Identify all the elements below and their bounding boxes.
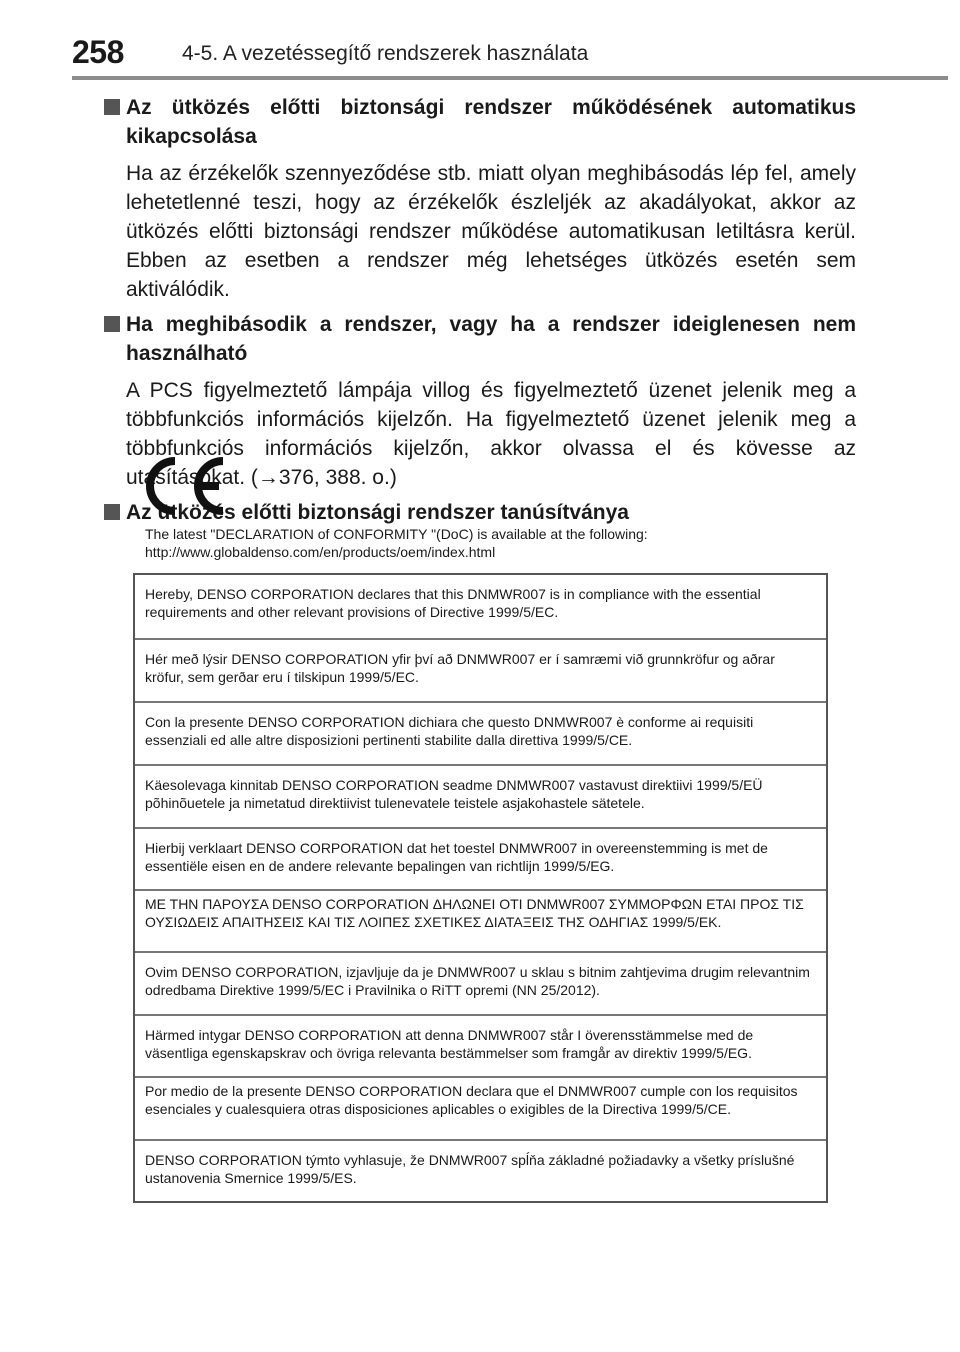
section-body: Ha az érzékelők szennyeződése stb. miatt olyan meghibásodás lép fel, amely lehetetlenné teszi, hogy az érzékelők észleljék az akadályokat, akkor az ütközés előtti biztonsági rendszer működése automatikusan letiltásra kerül. Ebben az esetben a rendszer még lehetséges ütközés esetén sem aktiválódik. <box>126 162 856 301</box>
declaration-icelandic: Hér með lýsir DENSO CORPORATION yfir því að DNMWR007 er í samræmi við grunnkröfur og aðrar kröfur, sem gerðar eru í tilskipun 1999/5/EC. <box>135 638 826 701</box>
declaration-english: Hereby, DENSO CORPORATION declares that this DNMWR007 is in compliance with the essential requirements and other relevant provisions of Directive 1999/5/EC. <box>145 586 761 620</box>
declaration-greek: ΜΕ ΤΗΝ ΠΑΡΟΥΣΑ DENSO CORPORATION ΔΗΛΩΝΕΙ ΟΤΙ DNMWR007 ΣΥΜΜΟΡΦΩΝ ΕΤΑΙ ΠΡΟΣ ΤΙΣ ΟΥΣΙΩΔΕΙΣ ΑΠΑΙΤΗΣΕΙΣ ΚΑΙ ΤΙΣ ΛΟΙΠΕΣ ΣΧΕΤΙΚΕΣ ΔΙΑΤΑΞΕΙΣ ΤΗΣ ΟΔΗΓΙΑΣ 1999/5/ΕΚ. <box>135 889 826 951</box>
square-bullet-icon <box>104 99 120 115</box>
section-heading: Az ütközés előtti biztonsági rendszer tanúsítványa <box>126 501 629 524</box>
doc-url: http://www.globaldenso.com/en/products/oem/index.html <box>145 544 496 560</box>
doc-note-line: The latest "DECLARATION of CONFORMITY "(DoC) is available at the following: <box>145 526 648 542</box>
header-rule <box>72 76 948 80</box>
declaration-estonian: Käesolevaga kinnitab DENSO CORPORATION seadme DNMWR007 vastavust direktiivi 1999/5/EÜ põhinõuetele ja nimetatud direktiivist tulenevatele teistele asjakohastele sätetele. <box>135 764 826 827</box>
declarations-table <box>133 573 828 1203</box>
section-heading: Az ütközés előtti biztonsági rendszer működésének automatikus kikapcsolása <box>126 96 856 148</box>
declaration-spanish: Por medio de la presente DENSO CORPORATION declara que el DNMWR007 cumple con los requisitos esenciales y cualesquiera otras disposiciones aplicables o exigibles de la Directiva 1999/5/CE. <box>135 1076 826 1139</box>
chapter-title: 4-5. A vezetéssegítő rendszerek használata <box>182 42 589 65</box>
declaration-dutch: Hierbij verklaart DENSO CORPORATION dat het toestel DNMWR007 in overeenstemming is met de essentiële eisen en de andere relevante bepalingen van richtlijn 1999/5/EG. <box>135 827 826 889</box>
declaration-slovak: DENSO CORPORATION týmto vyhlasuje, že DNMWR007 spĺňa základné požiadavky a všetky príslušné ustanovenia Smernice 1999/5/ES. <box>135 1139 826 1201</box>
declaration-croatian: Ovim DENSO CORPORATION, izjavljuje da je DNMWR007 u sklau s bitnim zahtjevima drugim relevantnim odredbama Direktive 1999/5/EC i Pravilnika o RiTT opremi (NN 25/2012). <box>135 951 826 1014</box>
declaration-italian: Con la presente DENSO CORPORATION dichiara che questo DNMWR007 è conforme ai requisiti essenziali ed alle altre disposizioni pertinenti stabilite dalla direttiva 1999/5/CE. <box>135 701 826 764</box>
certificate-block <box>133 455 828 1203</box>
section-auto-disable <box>104 93 856 304</box>
square-bullet-icon <box>104 316 120 332</box>
ce-mark-logo <box>143 455 227 517</box>
doc-availability-note <box>145 525 805 561</box>
square-bullet-icon <box>104 504 120 520</box>
page-header <box>0 0 960 80</box>
section-body: A PCS figyelmeztető lámpája villog és figyelmeztető üzenet jelenik meg a többfunkciós információs kijelzőn. Ha figyelmeztető üzenet jelenik meg a többfunkciós információs kijelzőn, akkor olvassa el és kövesse az utasításokat. (→376, 388. o.) <box>126 379 856 489</box>
page-number: 258 <box>72 34 124 70</box>
section-heading: Ha meghibásodik a rendszer, vagy ha a rendszer ideiglenesen nem használható <box>126 313 856 365</box>
declaration-swedish: Härmed intygar DENSO CORPORATION att denna DNMWR007 står I överensstämmelse med de väsentliga egenskapskrav och övriga relevanta bestämmelser som framgår av direktiv 1999/5/EG. <box>135 1014 826 1076</box>
